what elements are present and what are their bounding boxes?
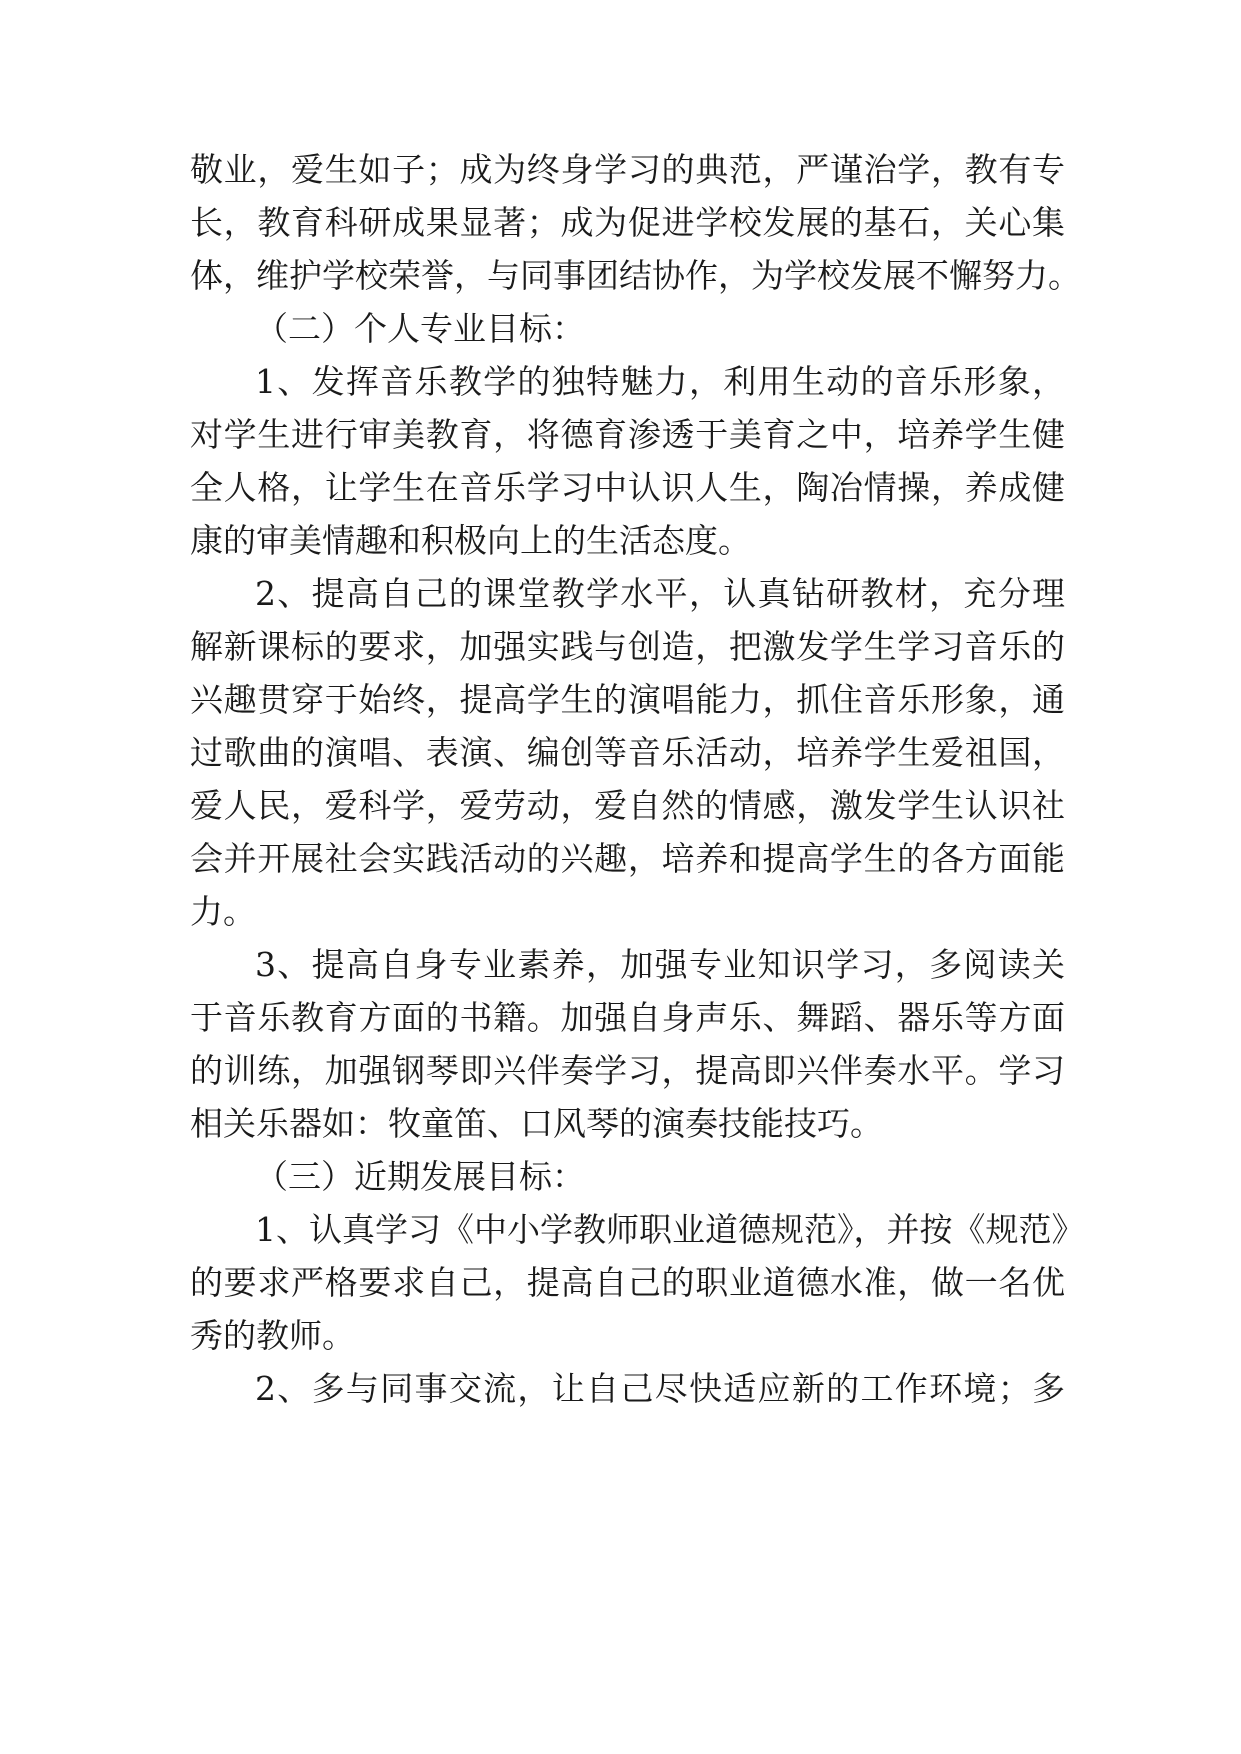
- text-line: 解新课标的要求，加强实践与创造，把激发学生学习音乐的: [190, 627, 1065, 666]
- text-line: 的训练，加强钢琴即兴伴奏学习，提高即兴伴奏水平。学习: [190, 1051, 1065, 1090]
- text-line: 敬业，爱生如子；成为终身学习的典范，严谨治学，教有专: [190, 150, 1065, 189]
- text-line: 全人格，让学生在音乐学习中认识人生，陶冶情操，养成健: [190, 468, 1065, 507]
- section-heading: （二）个人专业目标：: [255, 309, 585, 348]
- text-line: 相关乐器如：牧童笛、口风琴的演奏技能技巧。: [190, 1104, 883, 1143]
- text-line: 3、提高自身专业素养，加强专业知识学习，多阅读关: [255, 945, 1065, 984]
- text-line: 1、认真学习《中小学教师职业道德规范》，并按《规范》: [255, 1210, 1085, 1249]
- text-line: 康的审美情趣和积极向上的生活态度。: [190, 521, 751, 560]
- text-line: 体，维护学校荣誉，与同事团结协作，为学校发展不懈努力。: [190, 256, 1081, 295]
- text-line: 于音乐教育方面的书籍。加强自身声乐、舞蹈、器乐等方面: [190, 998, 1065, 1037]
- text-line: 长，教育科研成果显著；成为促进学校发展的基石，关心集: [190, 203, 1065, 242]
- text-line: 2、提高自己的课堂教学水平，认真钻研教材，充分理: [255, 574, 1065, 613]
- text-line: 2、多与同事交流，让自己尽快适应新的工作环境；多: [255, 1369, 1065, 1408]
- section-heading: （三）近期发展目标：: [255, 1157, 585, 1196]
- text-line: 会并开展社会实践活动的兴趣，培养和提高学生的各方面能: [190, 839, 1065, 878]
- text-line: 的要求严格要求自己，提高自己的职业道德水准，做一名优: [190, 1263, 1065, 1302]
- text-line: 爱人民，爱科学，爱劳动，爱自然的情感，激发学生认识社: [190, 786, 1065, 825]
- text-line: 1、发挥音乐教学的独特魅力，利用生动的音乐形象，: [255, 362, 1065, 401]
- text-line: 秀的教师。: [190, 1316, 355, 1355]
- text-line: 对学生进行审美教育，将德育渗透于美育之中，培养学生健: [190, 415, 1065, 454]
- text-line: 力。: [190, 892, 256, 931]
- text-line: 过歌曲的演唱、表演、编创等音乐活动，培养学生爱祖国，: [190, 733, 1065, 772]
- text-line: 兴趣贯穿于始终，提高学生的演唱能力，抓住音乐形象，通: [190, 680, 1065, 719]
